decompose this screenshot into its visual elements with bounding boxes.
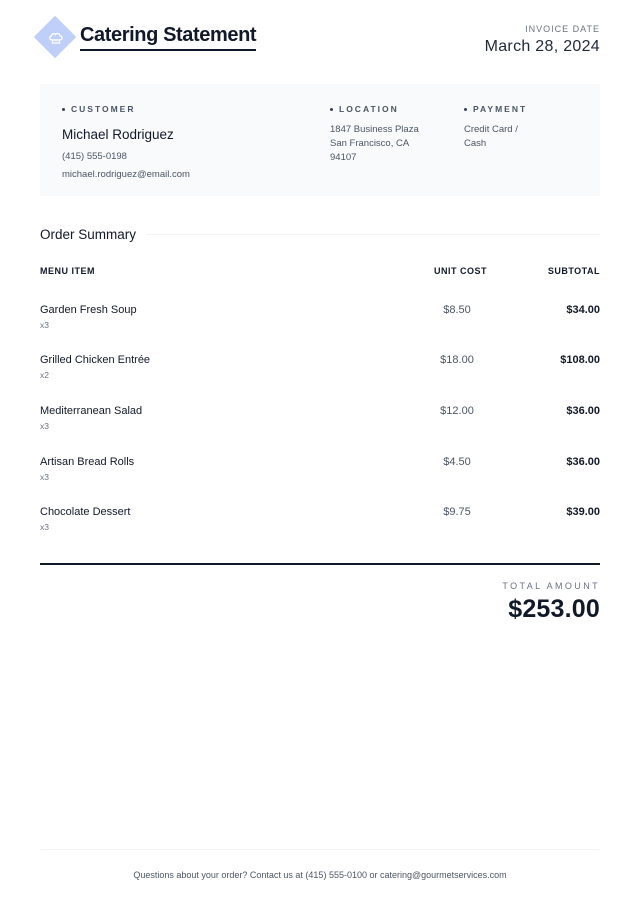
payment-line-2: Cash (464, 138, 487, 149)
item-quantity: x3 (40, 472, 49, 482)
invoice-date-label: INVOICE DATE (525, 24, 600, 34)
column-header-item: MENU ITEM (40, 266, 95, 276)
item-unit-cost: $8.50 (443, 304, 471, 316)
item-name: Chocolate Dessert (40, 506, 131, 518)
table-row (40, 304, 600, 344)
invoice-date-value: March 28, 2024 (484, 38, 600, 55)
item-name: Artisan Bread Rolls (40, 456, 135, 468)
location-line-1: 1847 Business Plaza (330, 124, 419, 135)
payment-heading: PAYMENT (473, 104, 528, 114)
item-unit-cost: $4.50 (443, 456, 471, 468)
item-quantity: x2 (40, 370, 49, 380)
invoice-date-block (485, 24, 600, 56)
item-subtotal: $39.00 (566, 506, 600, 518)
section-title: Order Summary (40, 227, 137, 242)
item-name: Garden Fresh Soup (40, 304, 137, 316)
column-header-unit-cost: UNIT COST (434, 266, 487, 276)
payment-line-1: Credit Card / (464, 124, 518, 135)
table-row (40, 506, 600, 546)
location-section (330, 104, 419, 165)
page-title: Catering Statement (80, 24, 256, 51)
chef-hat-icon (40, 22, 72, 54)
table-row (40, 405, 600, 445)
table-row (40, 456, 600, 496)
customer-heading: CUSTOMER (71, 104, 136, 114)
item-subtotal: $34.00 (566, 304, 600, 316)
statement-header (40, 16, 600, 66)
item-name: Grilled Chicken Entrée (40, 354, 151, 366)
item-unit-cost: $12.00 (440, 405, 474, 417)
item-unit-cost: $9.75 (443, 506, 471, 518)
details-panel (40, 84, 600, 196)
footer-divider (40, 849, 600, 850)
item-quantity: x3 (40, 421, 49, 431)
order-summary-heading (40, 227, 600, 242)
item-subtotal: $108.00 (560, 354, 600, 366)
section-divider (146, 234, 600, 235)
item-subtotal: $36.00 (566, 405, 600, 417)
item-unit-cost: $18.00 (440, 354, 474, 366)
total-divider (40, 563, 600, 565)
customer-email: michael.rodriguez@email.com (62, 169, 190, 180)
column-header-subtotal: SUBTOTAL (547, 266, 600, 276)
total-amount: $253.00 (508, 595, 600, 623)
item-quantity: x3 (40, 320, 49, 330)
item-subtotal: $36.00 (566, 456, 600, 468)
customer-name: Michael Rodriguez (62, 127, 174, 142)
total-label: TOTAL AMOUNT (502, 581, 600, 591)
item-name: Mediterranean Salad (40, 405, 143, 417)
payment-section (464, 104, 527, 151)
location-line-2: San Francisco, CA (330, 138, 410, 149)
customer-phone: (415) 555-0198 (62, 151, 127, 162)
footer-contact: Questions about your order? Contact us at (415) 555-0100 or catering@gourmetservices.com (133, 870, 507, 880)
location-line-3: 94107 (330, 152, 357, 163)
customer-section (62, 104, 190, 184)
table-row (40, 354, 600, 394)
item-quantity: x3 (40, 522, 49, 532)
location-heading: LOCATION (339, 104, 399, 114)
